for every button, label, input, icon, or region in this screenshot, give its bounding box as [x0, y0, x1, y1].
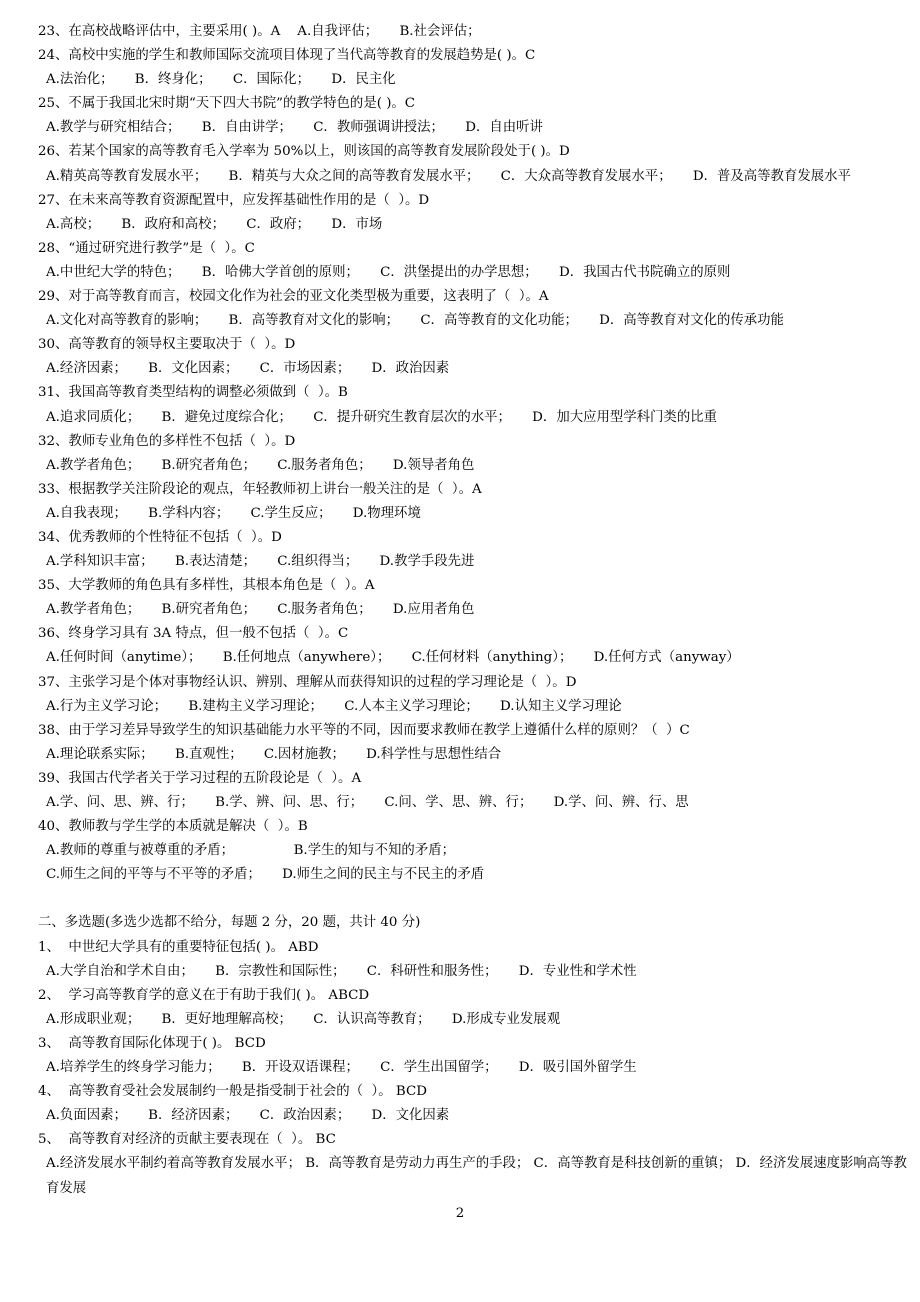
options-40-ab: A.教师的尊重与被尊重的矛盾； B.学生的知与不知的矛盾； — [46, 843, 455, 859]
question-31: 31、我国高等教育类型结构的调整必须做到（ ）。B — [38, 385, 348, 401]
question-32: 32、教师专业角色的多样性不包括（ ）。D — [38, 433, 296, 449]
options-30: A.经济因素； B．文化因素； C．市场因素； D．政治因素 — [46, 361, 450, 377]
options-25: A.教学与研究相结合； B．自由讲学； C．教师强调讲授法； D．自由听讲 — [46, 120, 543, 136]
question-33: 33、根据教学关注阶段论的观点，年轻教师初上讲台一般关注的是（ ）。A — [38, 481, 482, 497]
options-39: A.学、问、思、辨、行； B.学、辨、问、思、行； C.问、学、思、辨、行； D.学、问、辨、行、思 — [46, 795, 689, 810]
question-25: 25、不属于我国北宋时期“天下四大书院”的教学特色的是( )。C — [38, 96, 416, 112]
options-33: A.自我表现； B.学科内容； C.学生反应； D.物理环境 — [46, 505, 421, 521]
options-36: A.任何时间（anytime）； B.任何地点（anywhere）； C.任何材料（anything）； D.任何方式（anyway） — [46, 650, 740, 666]
question-37: 37、主张学习是个体对事物经认识、辨别、理解从而获得知识的过程的学习理论是（ ）。D — [38, 674, 577, 690]
multi-choice-heading: 二、多选题(多选少选都不给分，每题 2 分，20 题，共计 40 分) — [38, 915, 421, 931]
options-40-cd: C.师生之间的平等与不平等的矛盾； D.师生之间的民主与不民主的矛盾 — [46, 867, 485, 883]
question-28: 28、“通过研究进行教学”是（ ）。C — [38, 240, 255, 256]
multi-question-2: 2、 学习高等教育学的意义在于有助于我们( )。 ABCD — [38, 987, 370, 1003]
question-29: 29、对于高等教育而言，校园文化作为社会的亚文化类型极为重要，这表明了（ ）。A — [38, 289, 549, 305]
question-40: 40、教师教与学生学的本质就是解决（ ）。B — [38, 819, 308, 835]
multi-options-2: A.形成职业观； B．更好地理解高校； C．认识高等教育； D.形成专业发展观 — [46, 1011, 561, 1027]
question-39: 39、我国古代学者关于学习过程的五阶段论是（ ）。A — [38, 770, 362, 786]
options-34: A.学科知识丰富； B.表达清楚； C.组织得当； D.教学手段先进 — [46, 554, 475, 570]
options-28: A.中世纪大学的特色； B．哈佛大学首创的原则； C．洪堡提出的办学思想； D．我国古代书院确立的原则 — [46, 264, 731, 280]
options-26: A.精英高等教育发展水平； B．精英与大众之间的高等教育发展水平； C．大众高等教育发展水平； D．普及高等教育发展水平 — [46, 168, 851, 184]
options-35: A.教学者角色； B.研究者角色； C.服务者角色； D.应用者角色 — [46, 602, 475, 618]
question-35: 35、大学教师的角色具有多样性，其根本角色是（ ）。A — [38, 578, 375, 594]
multi-options-4: A.负面因素； B．经济因素； C．政治因素； D．文化因素 — [46, 1108, 450, 1124]
options-24: A.法治化； B．终身化； C．国际化； D．民主化 — [46, 72, 396, 88]
multi-options-1: A.大学自治和学术自由； B．宗教性和国际性； C．科研性和服务性； D．专业性和学术性 — [46, 963, 637, 979]
options-27: A.高校； B．政府和高校； C．政府； D．市场 — [46, 216, 383, 232]
multi-question-3: 3、 高等教育国际化体现于( )。 BCD — [38, 1035, 266, 1051]
options-29: A.文化对高等教育的影响； B．高等教育对文化的影响； C．高等教育的文化功能； D．高等教育对文化的传承功能 — [46, 313, 784, 329]
multi-question-5: 5、 高等教育对经济的贡献主要表现在（ ）。 BC — [38, 1132, 336, 1148]
multi-options-3: A.培养学生的终身学习能力； B．开设双语课程； C．学生出国留学； D．吸引国外留学生 — [46, 1060, 637, 1076]
question-26: 26、若某个国家的高等教育毛入学率为 50%以上，则该国的高等教育发展阶段处于( )。D — [38, 144, 570, 160]
page-number: 2 — [455, 1206, 465, 1221]
section-spacer — [38, 887, 908, 911]
question-36: 36、终身学习具有 3A 特点，但一般不包括（ ）。C — [38, 626, 349, 642]
question-23: 23、在高校战略评估中，主要采用( )。A A.自我评估； B.社会评估； — [38, 24, 481, 39]
question-30: 30、高等教育的领导权主要取决于（ ）。D — [38, 337, 296, 353]
question-24: 24、高校中实施的学生和教师国际交流项目体现了当代高等教育的发展趋势是( )。C — [38, 48, 536, 64]
options-32: A.教学者角色； B.研究者角色； C.服务者角色； D.领导者角色 — [46, 457, 475, 473]
multi-question-4: 4、 高等教育受社会发展制约一般是指受制于社会的（ ）。 BCD — [38, 1084, 427, 1100]
multi-options-5: A.经济发展水平制约着高等教育发展水平； B．高等教育是劳动力再生产的手段； C．高等教育是科技创新的重镇； D．经济发展速度影响高等教育发展 — [46, 1156, 907, 1196]
options-31: A.追求同质化； B．避免过度综合化； C．提升研究生教育层次的水平； D．加大应用型学科门类的比重 — [46, 409, 717, 425]
question-34: 34、优秀教师的个性特征不包括（ ）。D — [38, 529, 282, 545]
question-38: 38、由于学习差异导致学生的知识基础能力水平等的不同，因而要求教师在教学上遵循什么样的原则？（ ）C — [38, 722, 690, 738]
options-37: A.行为主义学习论； B.建构主义学习理论； C.人本主义学习理论； D.认知主义学习理论 — [46, 698, 622, 714]
options-38: A.理论联系实际； B.直观性； C.因材施教； D.科学性与思想性结合 — [46, 746, 502, 762]
document-page — [38, 20, 908, 1201]
multi-question-1: 1、 中世纪大学具有的重要特征包括( )。 ABD — [38, 939, 319, 955]
question-27: 27、在未来高等教育资源配置中，应发挥基础性作用的是（ ）。D — [38, 192, 430, 208]
